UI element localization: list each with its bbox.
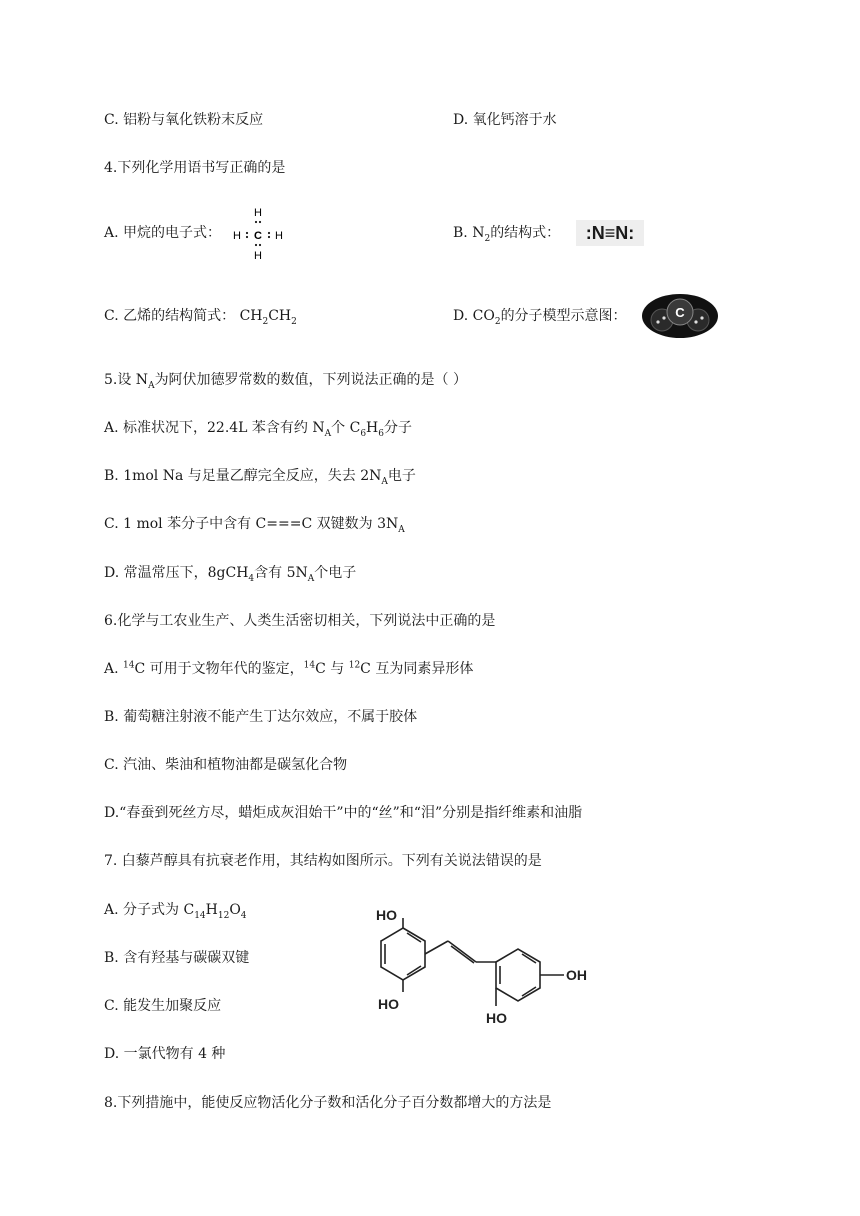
methane-h-left: H (233, 230, 241, 242)
q5-option-b: B. 1mol Na 与足量乙醇完全反应，失去 $2N_A$电子 (104, 468, 416, 487)
q6-option-b: B. 葡萄糖注射液不能产生丁达尔效应，不属于胶体 (104, 709, 418, 725)
q3-option-d: D. 氧化钙溶于水 (453, 112, 557, 128)
q7-option-b: B. 含有羟基与碳碳双键 (104, 950, 250, 966)
label-ho-mid: HO (486, 1010, 507, 1026)
co2-molecule-model (640, 290, 720, 340)
methane-c: C (254, 230, 262, 242)
resveratrol-structure (368, 907, 608, 1035)
q6-option-c: C. 汽油、柴油和植物油都是碳氢化合物 (104, 757, 348, 773)
label-ho-bottom: HO (378, 996, 399, 1012)
q8-stem: 8.下列措施中，能使反应物活化分子数和活化分子百分数都增大的方法是 (104, 1095, 552, 1111)
label-oh-right: OH (566, 967, 587, 983)
q5-option-c: C. 1 mol 苯分子中含有 C===C 双键数为 $3N_A$ (104, 516, 405, 535)
structure-bonds (381, 918, 564, 1006)
methane-electron-formula (228, 204, 283, 262)
q6-option-d: D.“春蚕到死丝方尽，蜡炬成灰泪始干”中的“丝”和“泪”分别是指纤维素和油脂 (104, 805, 583, 821)
q7-option-c: C. 能发生加聚反应 (104, 998, 222, 1014)
q4-stem: 4.下列化学用语书写正确的是 (104, 160, 286, 176)
q4-option-c: C. 乙烯的结构简式： $CH_2CH_2$ (104, 308, 297, 327)
label-ho-top: HO (376, 907, 397, 923)
n2-structural-formula: :N≡N: (576, 220, 644, 246)
methane-h-top: H (254, 207, 262, 219)
q7-stem: 7. 白藜芦醇具有抗衰老作用，其结构如图所示。下列有关说法错误的是 (104, 853, 542, 869)
methane-h-right: H (275, 230, 283, 242)
q6-option-a: A. $^{14}$C 可用于文物年代的鉴定，$^{14}$C 与 $^{12}$C 互为同素异形体 (104, 660, 474, 677)
q5-option-a: A. 标准状况下，22.4L 苯含有约 $N_A$个 $C_6H_6$分子 (104, 420, 412, 439)
q3-option-c: C. 铝粉与氧化铁粉末反应 (104, 112, 264, 128)
q6-stem: 6.化学与工农业生产、人类生活密切相关，下列说法中正确的是 (104, 613, 496, 629)
q4-option-a: A. 甲烷的电子式： (104, 225, 222, 241)
q5-option-d: D. 常温常压下，8gCH$_4$含有 $5N_A$个电子 (104, 565, 357, 584)
q4-option-b: B. $N_2$的结构式： (453, 225, 561, 244)
q5-stem: 5.设 $N_A$为阿伏加德罗常数的数值，下列说法正确的是（ ） (104, 372, 468, 391)
q4-option-d: D. $CO_2$的分子模型示意图： (453, 308, 627, 327)
model-c-label: C (675, 305, 685, 320)
q7-option-d: D. 一氯代物有 4 种 (104, 1046, 226, 1062)
methane-h-bottom: H (254, 250, 262, 262)
q7-option-a: A. 分子式为 $C_{14}H_{12}O_4$ (104, 902, 247, 921)
